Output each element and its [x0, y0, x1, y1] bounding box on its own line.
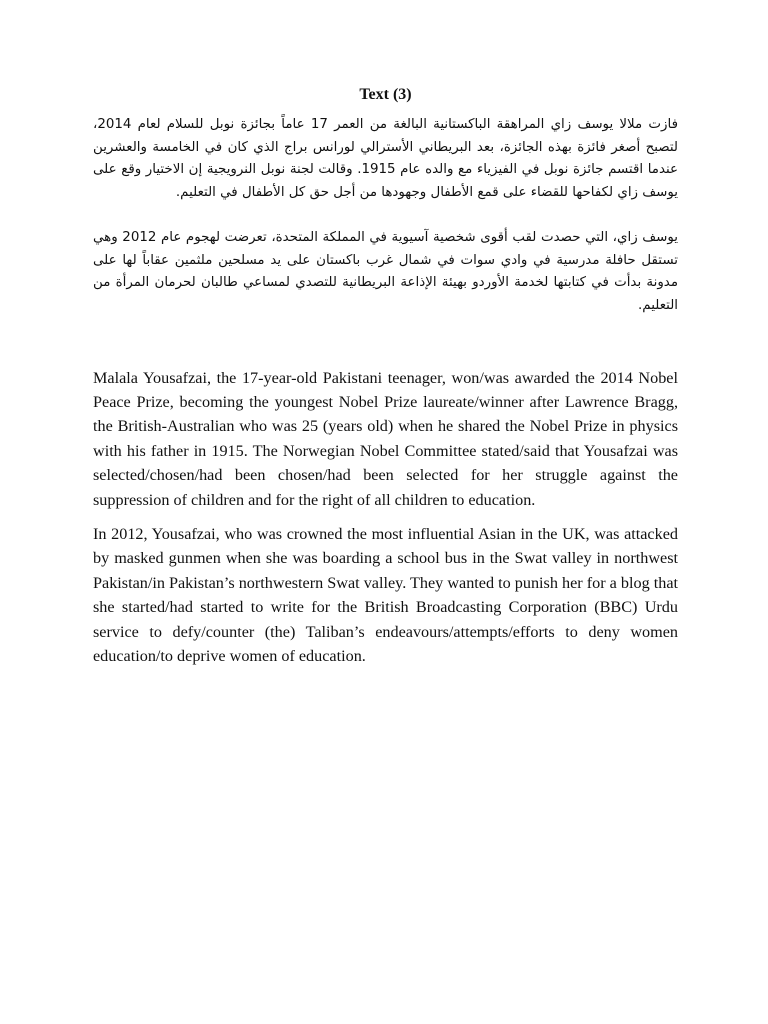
- arabic-paragraph-2: يوسف زاي، التي حصدت لقب أقوى شخصية آسيوية في المملكة المتحدة، تعرضت لهجوم عام 2012 وهي تستقل حافلة مدرسية في وادي سوات في شمال غرب باكستان على يد مسلحين ملثمين عقاباً لها على مدونة بدأت في كتابتها لخدمة الأوردو بهيئة الإذاعة البريطانية للتصدي لمساعي طالبان لحرمان المرأة من التعليم.: [93, 229, 678, 313]
- document-title: Text (3): [359, 86, 412, 103]
- arabic-paragraph-1: فازت ملالا يوسف زاي المراهقة الباكستانية البالغة من العمر 17 عاماً بجائزة نوبل للسلام لعام 2014، لتصبح أصغر فائزة بهذه الجائزة، بعد البريطاني الأسترالي لورانس براج الذي كان في الخامسة والعشرين عندما اقتسم جائزة نوبل في الفيزياء مع والده عام 1915. وقالت لجنة نوبل النرويجية إن الاختيار وقع على يوسف زاي لكفاحها للقضاء على قمع الأطفال وجهودها من أجل حق كل الأطفال في التعليم.: [93, 117, 679, 201]
- english-paragraph-1: Malala Yousafzai, the 17-year-old Pakistani teenager, won/was awarded the 2014 Nobel Peace Prize, becoming the youngest Nobel Prize laureate/winner after Lawrence Bragg, the British-Australian who was 25 (years old) when he shared the Nobel Prize in physics with his father in 1915. The Norwegian Nobel Committee stated/said that Yousafzai was selected/chosen/had been chosen/had been selected for her struggle against the suppression of children and for the right of all children to education.: [93, 368, 678, 509]
- english-paragraph-2: In 2012, Yousafzai, who was crowned the most influential Asian in the UK, was attacked by masked gunmen when she was boarding a school bus in the Swat valley in northwest Pakistan/in Pakistan’s northwestern Swat valley. They wanted to punish her for a blog that she started/had started to write for the British Broadcasting Corporation (BBC) Urdu service to defy/counter (the) Taliban’s endeavours/attempts/efforts to deny women education/to deprive women of education.: [93, 525, 678, 666]
- document-page: [93, 84, 678, 679]
